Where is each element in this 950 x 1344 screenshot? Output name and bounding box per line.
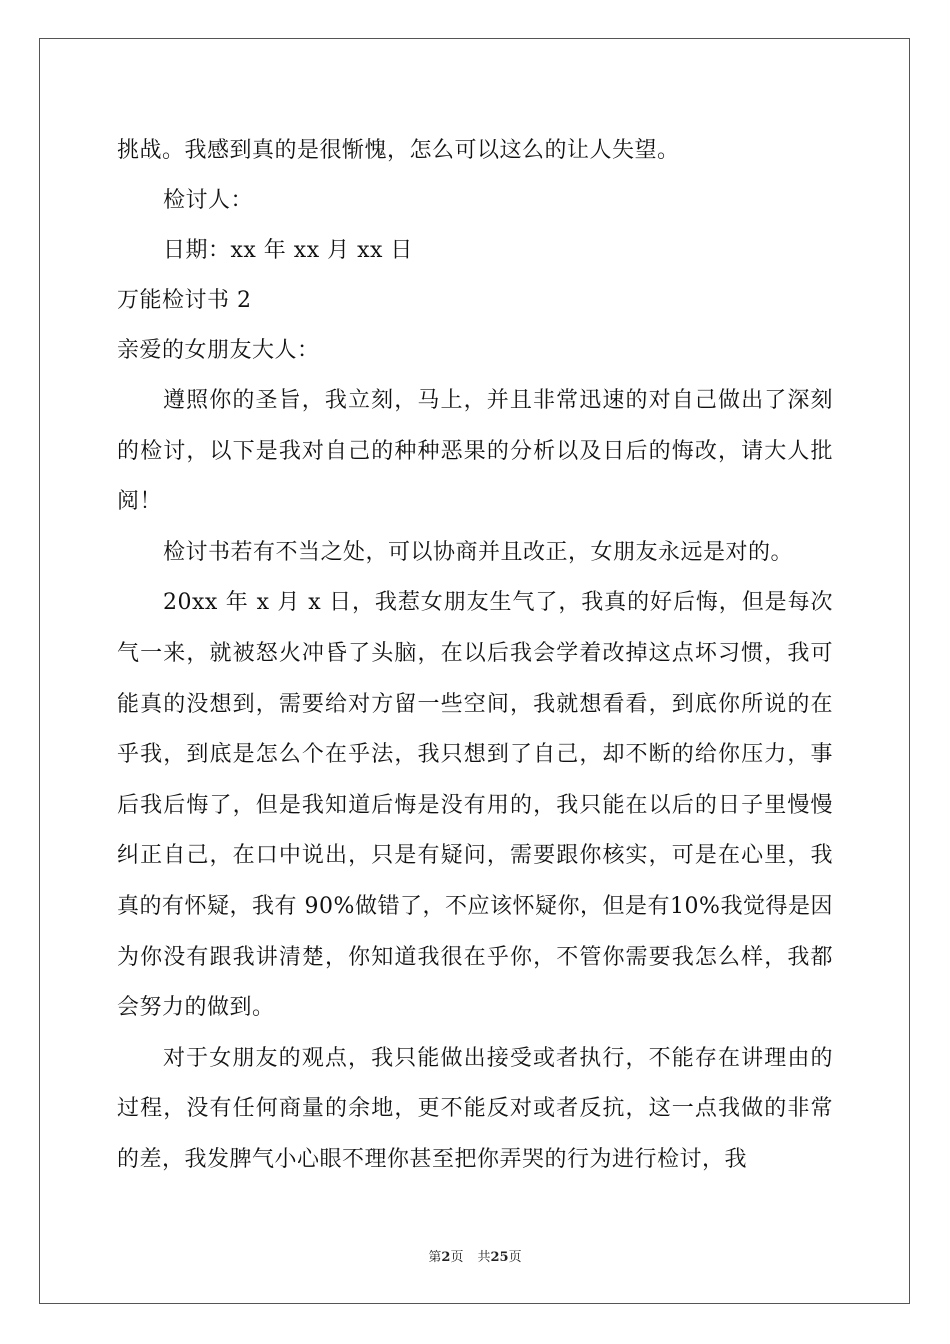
page-number: 2 (441, 1250, 451, 1265)
salutation: 亲爱的女朋友大人： (117, 338, 320, 363)
page-footer (0, 1246, 950, 1265)
page-prefix: 第 (428, 1250, 442, 1265)
paragraph: 20xx 年 x 月 x 日，我惹女朋友生气了，我真的好后悔，但是每次气一来，就被怒火冲昏了头脑，在以后我会学着改掉这点坏习惯，我可能真的没想到，需要给对方留一些空间，我就想看看，到底你所说的在乎我，到底是怎么个在乎法，我只想到了自己，却不断的给你压力，事后我后悔了，但是我知道后悔是没有用的，我只能在以后的日子里慢慢纠正自己，在口中说出，只是有疑问，需要跟你核实，可是在心里，我真的有怀疑，我有 90%做错了，不应该怀疑你，但是有10%我觉得是因为你没有跟我讲清楚，你知道我很在乎你，不管你需要我怎么样，我都会努力的做到。 (117, 590, 833, 1021)
signature-label: 检讨人： (163, 188, 254, 213)
paragraph: 检讨书若有不当之处，可以协商并且改正，女朋友永远是对的。 (163, 539, 794, 565)
section-title: 万能检讨书 2 (117, 288, 252, 313)
date-line: 日期：xx 年 xx 月 xx 日 (163, 238, 413, 263)
total-pages: 25 (490, 1250, 509, 1265)
continuation-line: 挑战。我感到真的是很惭愧，怎么可以这么的让人失望。 (117, 138, 680, 163)
document-body (117, 126, 833, 1186)
total-prefix: 共 (477, 1250, 491, 1265)
paragraph: 遵照你的圣旨，我立刻，马上，并且非常迅速的对自己做出了深刻的检讨，以下是我对自己的种种恶果的分析以及日后的悔改，请大人批阅！ (117, 388, 833, 515)
paragraph: 对于女朋友的观点，我只能做出接受或者执行，不能存在讲理由的过程，没有任何商量的余地，更不能反对或者反抗，这一点我做的非常的差，我发脾气小心眼不理你甚至把你弄哭的行为进行检讨，我 (117, 1045, 833, 1172)
page-suffix: 页 (450, 1250, 464, 1265)
total-suffix: 页 (508, 1250, 522, 1265)
